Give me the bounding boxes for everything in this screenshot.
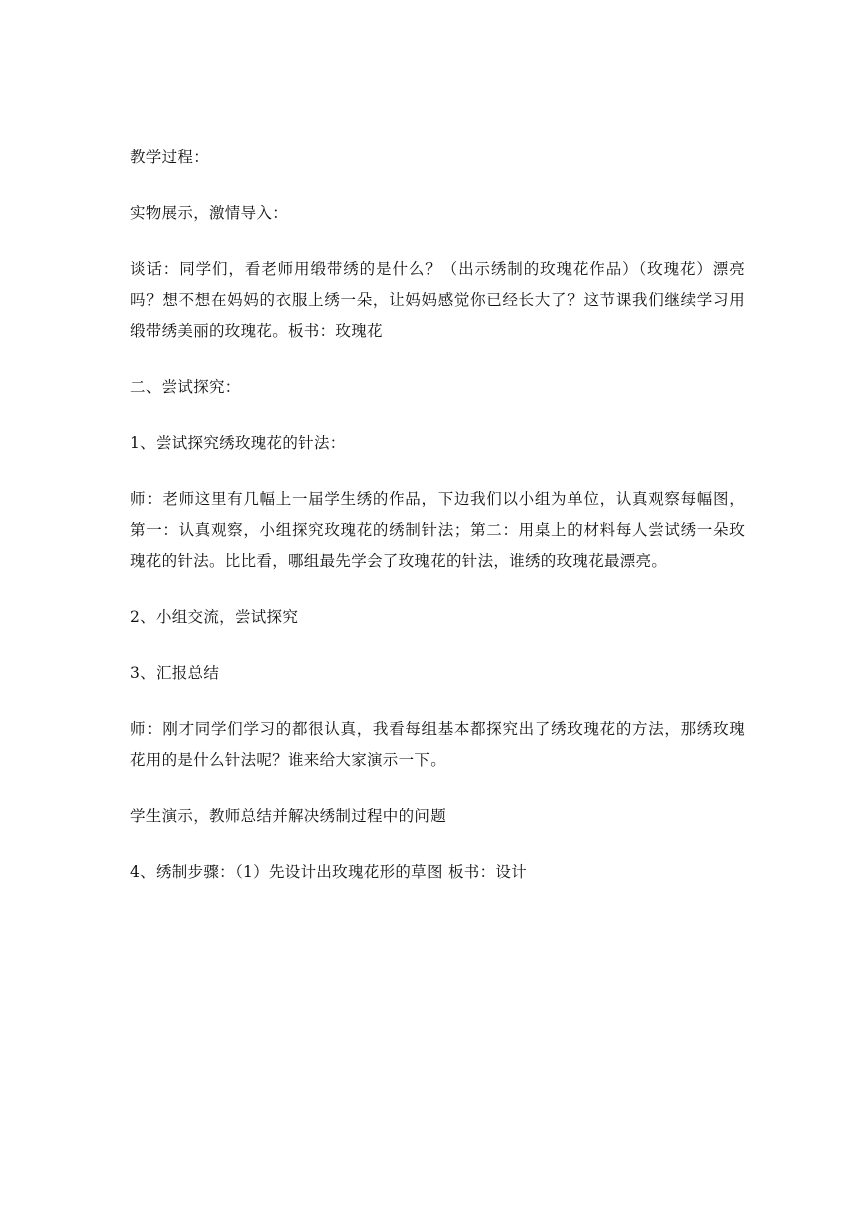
section-introduction: 实物展示，激情导入： (130, 204, 289, 222)
paragraph-teacher-summary: 师：刚才同学们学习的都很认真，我看每组基本都探究出了绣玫瑰花的方法，那绣玫瑰花用的是什么针法呢？谁来给大家演示一下。 (130, 720, 745, 769)
step-2-heading: 2、小组交流，尝试探究 (130, 608, 299, 626)
paragraph-conversation: 谈话：同学们，看老师用缎带绣的是什么？（出示绣制的玫瑰花作品）（玫瑰花）漂亮吗？想不想在妈妈的衣服上绣一朵，让妈妈感觉你已经长大了？这节课我们继续学习用缎带绣美丽的玫瑰花。板书：玫瑰花 (130, 260, 745, 340)
paragraph-student-demo: 学生演示，教师总结并解决绣制过程中的问题 (130, 807, 447, 825)
document-page (130, 142, 745, 913)
step-3-heading: 3、汇报总结 (130, 664, 220, 682)
step-1-heading: 1、尝试探究绣玫瑰花的针法： (130, 434, 346, 452)
heading-teaching-process: 教学过程： (130, 148, 210, 166)
paragraph-teacher-instructions: 师：老师这里有几幅上一届学生绣的作品，下边我们以小组为单位，认真观察每幅图，第一：认真观察，小组探究玫瑰花的绣制针法；第二：用桌上的材料每人尝试绣一朵玫瑰花的针法。比比看，哪组最先学会了玫瑰花的针法，谁绣的玫瑰花最漂亮。 (130, 490, 745, 570)
section-try-explore: 二、尝试探究： (130, 378, 241, 396)
step-4-heading: 4、绣制步骤：（1）先设计出玫瑰花形的草图 板书：设计 (130, 863, 528, 881)
